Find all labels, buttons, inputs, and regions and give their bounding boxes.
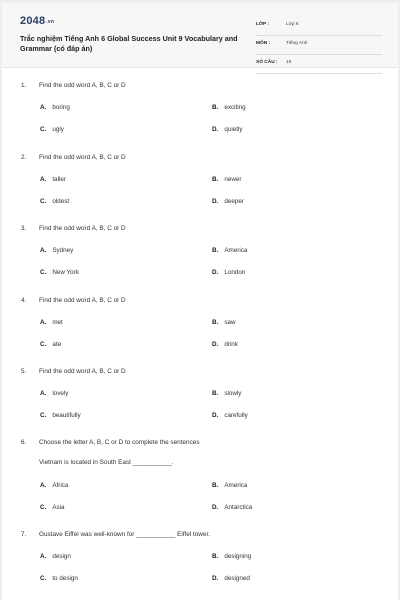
option-text: lovely [52,390,69,397]
option-letter: D. [212,575,219,582]
option-b[interactable] [212,247,247,254]
option-text: design [52,553,71,560]
option-text: ate [52,341,62,348]
option-d[interactable] [212,269,245,276]
option-text: carefully [224,412,248,419]
question-number: 3. [21,225,27,232]
option-text: deeper [224,198,244,205]
option-c[interactable] [40,504,65,511]
question-text: Gustave Eiffel was well-known for ___________ Eiffel tower. [39,531,210,538]
option-text: boring [52,104,70,111]
meta-value: Tiếng Anh [286,41,308,46]
question-number: 6. [21,439,27,446]
question-text: Find the odd word A, B, C or D [39,225,126,232]
option-a[interactable] [40,319,63,326]
option-a[interactable] [40,247,73,254]
option-b[interactable] [212,104,246,111]
option-letter: D. [212,126,219,133]
option-letter: C. [40,575,47,582]
option-text: Sydney [52,247,74,254]
option-c[interactable] [40,575,78,582]
site-logo[interactable] [20,15,54,27]
option-b[interactable] [212,553,251,560]
option-b[interactable] [212,390,241,397]
option-text: Antarctica [224,504,253,511]
option-text: to design [52,575,78,582]
logo-text: 2048 [20,15,46,27]
question-text: Find the odd word A, B, C or D [39,368,126,375]
question-text: Find the odd word A, B, C or D [39,297,126,304]
option-letter: A. [40,553,47,560]
option-letter: B. [212,482,219,489]
option-text: exciting [224,104,246,111]
option-b[interactable] [212,319,236,326]
option-letter: B. [212,176,219,183]
option-d[interactable] [212,198,244,205]
option-c[interactable] [40,126,64,133]
option-b[interactable] [212,176,241,183]
option-text: Africa [52,482,69,489]
option-letter: D. [212,412,219,419]
question-text: Find the odd word A, B, C or D [39,154,126,161]
option-d[interactable] [212,504,252,511]
meta-row-subject [256,36,382,55]
option-letter: C. [40,126,47,133]
question-number: 7. [21,531,27,538]
option-text: slowly [224,390,242,397]
meta-table [256,17,382,74]
document-title: Trắc nghiệm Tiếng Anh 6 Global Success Unit 9 Vocabulary and Grammar (có đáp án) [20,34,238,53]
option-letter: B. [212,390,219,397]
option-a[interactable] [40,176,66,183]
logo-suffix: .vn [46,19,55,25]
option-letter: D. [212,341,219,348]
question-number: 4. [21,297,27,304]
question-number: 5. [21,368,27,375]
option-letter: D. [212,504,219,511]
option-letter: D. [212,198,219,205]
option-letter: A. [40,176,47,183]
option-b[interactable] [212,482,247,489]
option-text: New York [52,269,79,276]
option-text: beautifully [52,412,81,419]
option-text: quietly [224,126,243,133]
question-number: 2. [21,154,27,161]
option-letter: C. [40,504,47,511]
option-text: saw [224,319,236,326]
option-letter: B. [212,553,219,560]
option-letter: A. [40,482,47,489]
meta-label: SỐ CÂU : [256,60,278,65]
option-letter: A. [40,390,47,397]
option-text: Asia [52,504,65,511]
option-c[interactable] [40,341,61,348]
option-c[interactable] [40,412,81,419]
meta-value: 15 [286,60,292,65]
option-text: drink [224,341,238,348]
option-c[interactable] [40,198,69,205]
option-letter: B. [212,104,219,111]
option-text: London [224,269,246,276]
question-number: 1. [21,82,27,89]
option-text: designed [224,575,250,582]
option-letter: A. [40,104,47,111]
meta-label: MÔN : [256,41,271,46]
option-text: taller [52,176,66,183]
option-letter: C. [40,198,47,205]
option-text: newer [224,176,242,183]
option-a[interactable] [40,482,68,489]
worksheet-page [2,3,398,600]
question-text: Choose the letter A, B, C or D to complete the sentences [39,439,200,446]
option-text: America [224,247,248,254]
option-letter: C. [40,341,47,348]
option-letter: B. [212,319,219,326]
option-d[interactable] [212,126,243,133]
option-letter: C. [40,412,47,419]
option-text: met [52,319,63,326]
option-text: oldest [52,198,70,205]
option-letter: D. [212,269,219,276]
option-a[interactable] [40,104,70,111]
meta-label: LỚP : [256,22,270,27]
option-letter: A. [40,319,47,326]
option-letter: C. [40,269,47,276]
option-a[interactable] [40,553,71,560]
option-c[interactable] [40,269,79,276]
option-d[interactable] [212,341,238,348]
option-letter: A. [40,247,47,254]
option-text: designing [224,553,252,560]
option-a[interactable] [40,390,68,397]
worksheet-header [2,3,398,68]
option-text: ugly [52,126,64,133]
meta-row-grade [256,17,382,36]
option-d[interactable] [212,575,250,582]
question-text: Find the odd word A, B, C or D [39,82,126,89]
option-d[interactable] [212,412,248,419]
option-letter: B. [212,247,219,254]
meta-value: Lớp 6 [286,22,299,27]
question-sentence: Vietnam is located in South East ___________. [39,459,174,466]
option-text: America [224,482,248,489]
meta-row-count [256,55,382,74]
